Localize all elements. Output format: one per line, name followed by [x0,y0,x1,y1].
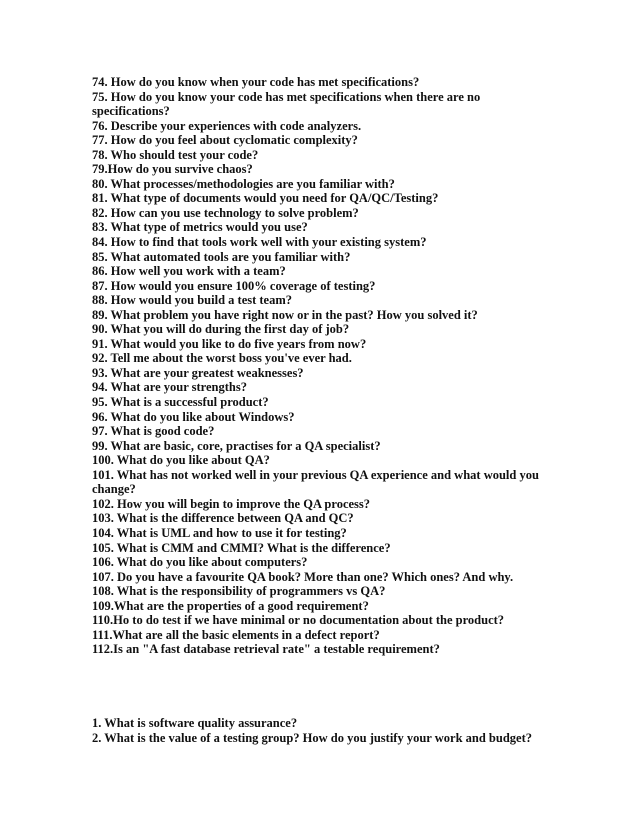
question-line: 99. What are basic, core, practises for a QA specialist? [92,438,381,453]
question-line: 76. Describe your experiences with code analyzers. [92,118,362,133]
question-line: 105. What is CMM and CMMI? What is the difference? [92,540,391,555]
question-line: 106. What do you like about computers? [92,555,308,570]
question-line: 94. What are your strengths? [92,380,247,395]
question-line: 84. How to find that tools work well with your existing system? [92,235,427,250]
question-line: 87. How would you ensure 100% coverage of testing? [92,278,376,293]
question-line: 107. Do you have a favourite QA book? More than one? Which ones? And why. [92,569,514,584]
question-line: 82. How can you use technology to solve problem? [92,205,359,220]
question-line: 81. What type of documents would you need for QA/QC/Testing? [92,191,439,206]
question-line: 74. How do you know when your code has met specifications? [92,75,420,89]
question-line: 97. What is good code? [92,424,215,439]
question-line: 93. What are your greatest weaknesses? [92,365,304,380]
question-line: 86. How well you work with a team? [92,264,286,279]
question-list-top [92,75,562,657]
question-line: 78. Who should test your code? [92,147,259,162]
question-line: 112.Is an "A fast database retrieval rate" a testable requirement? [92,642,440,657]
question-line: 108. What is the responsibility of programmers vs QA? [92,584,386,599]
question-line: 95. What is a successful product? [92,395,269,410]
question-line: 101. What has not worked well in your previous QA experience and what would you [92,467,539,482]
question-line: 90. What you will do during the first day of job? [92,322,350,337]
question-line: 89. What problem you have right now or in the past? How you solved it? [92,307,478,322]
question-list-bottom [92,716,562,745]
question-line: 79.How do you survive chaos? [92,162,253,177]
question-line: 100. What do you like about QA? [92,453,270,468]
question-line: 109.What are the properties of a good requirement? [92,598,369,613]
question-line: 102. How you will begin to improve the QA process? [92,496,371,511]
question-line: 1. What is software quality assurance? [92,716,298,730]
question-line: 80. What processes/methodologies are you familiar with? [92,176,395,191]
question-line: 110.Ho to do test if we have minimal or no documentation about the product? [92,613,505,628]
question-line: 77. How do you feel about cyclomatic complexity? [92,133,358,148]
question-line: 92. Tell me about the worst boss you've ever had. [92,351,352,366]
question-line: 75. How do you know your code has met specifications when there are no [92,89,481,104]
question-line: 104. What is UML and how to use it for testing? [92,525,347,540]
question-line: 111.What are all the basic elements in a defect report? [92,627,380,642]
question-line: 96. What do you like about Windows? [92,409,295,424]
question-line: 91. What would you like to do five years from now? [92,336,367,351]
question-line: change? [92,482,136,497]
question-line: 88. How would you build a test team? [92,293,293,308]
question-line: 2. What is the value of a testing group? How do you justify your work and budget? [92,730,532,745]
question-line: 103. What is the difference between QA and QC? [92,511,354,526]
question-line: 85. What automated tools are you familiar with? [92,249,351,264]
question-line: specifications? [92,104,170,119]
question-line: 83. What type of metrics would you use? [92,220,308,235]
